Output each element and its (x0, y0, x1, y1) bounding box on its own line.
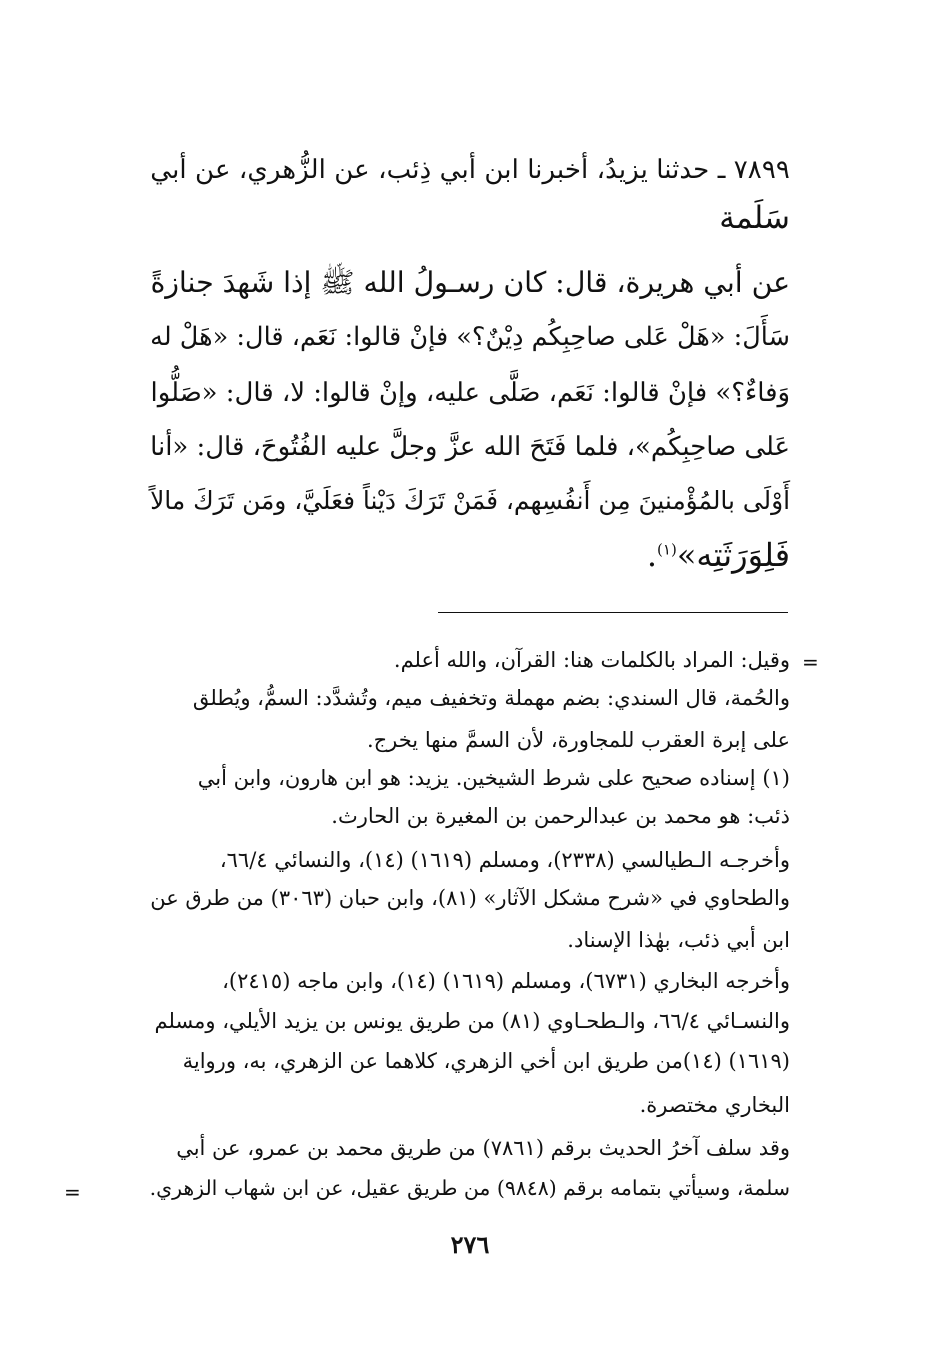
footnote-line-1: وقيل: المراد بالكلمات هنا: القرآن، والله أعلم. (393, 648, 790, 672)
footnote-line-2: والحُمة، قال السندي: بضم مهملة وتخفيف ميم، وتُشدَّد: السمُّ، ويُطلق (192, 686, 790, 710)
page-number: ٢٧٦ (450, 1230, 490, 1259)
hadith-body-line-5: أَوْلَى بالمُؤْمنينَ مِن أَنفُسِهم، فَمَنْ تَرَكَ دَيْناً فعَلَيَّ، ومَن تَرَكَ مالاً (150, 486, 790, 515)
footnote-reference: (١) (657, 540, 677, 559)
hadith-isnad-line-2: سَلَمة (719, 200, 790, 236)
footnote-line-9: وأخرجه البخاري (٦٧٣١)، ومسلم (١٦١٩) (١٤)، وابن ماجه (٢٤١٥)، (222, 969, 790, 993)
footnote-separator (438, 612, 788, 613)
footnote-line-5: ذئب: هو محمد بن عبدالرحمن بن المغيرة بن الحارث. (331, 804, 790, 828)
footnote-line-12: البخاري مختصرة. (639, 1093, 790, 1117)
footnote-line-8: ابن أبي ذئب، بهٰذا الإسناد. (567, 928, 790, 952)
sentence-period: . (646, 536, 658, 574)
footnote-line-11: (١٦١٩) (١٤)من طريق ابن أخي الزهري، كلاهما عن الزهري، به، ورواية (182, 1049, 790, 1073)
hadith-body-line-6 (647, 534, 790, 576)
hadith-body-line-2: سَأَلَ: «هَلْ عَلى صاحِبِكُم دِيْنٌ؟» فإنْ قالوا: نَعَم، قال: «هَلْ له (150, 322, 790, 352)
footnote-line-3: على إبرة العقرب للمجاورة، لأن السمَّ منها يخرج. (366, 728, 790, 752)
hadith-body-line-4: عَلى صاحِبِكُم»، فلما فَتَحَ الله عزَّ وجلَّ عليه الفُتُوحَ، قال: «أنا (150, 432, 790, 462)
footnote-line-7: والطحاوي في «شرح مشكل الآثار» (٨١)، وابن حبان (٣٠٦٣) من طرق عن (150, 886, 790, 910)
footnote-line-14: سلمة، وسيأتي بتمامه برقم (٩٨٤٨) من طريق عقيل، عن ابن شهاب الزهري. (149, 1176, 790, 1200)
footnote-line-13: وقد سلف آخرُ الحديث برقم (٧٨٦١) من طريق محمد بن عمرو، عن أبي (176, 1136, 790, 1160)
hadith-body-last-text: فَلِوَرَثَتِه» (676, 536, 790, 574)
continuation-mark-end: = (64, 1180, 81, 1204)
hadith-body-line-3: وَفاءٌ؟» فإنْ قالوا: نَعَم، صَلَّى عليه، وإنْ قالوا: لا، قال: «صَلُّوا (150, 378, 790, 408)
hadith-isnad-line-1: ٧٨٩٩ ـ حدثنا يزيدُ، أخبرنا ابن أبي ذِئب، عن الزُّهري، عن أبي (150, 155, 790, 185)
footnote-line-4: (١) إسناده صحيح على شرط الشيخين. يزيد: هو ابن هارون، وابن أبي (197, 766, 790, 790)
hadith-body-line-1: عن أبي هريرة، قال: كان رسـولُ الله ﷺ إذا شَهدَ جنازةً (150, 266, 790, 299)
footnote-line-10: والنسـائي ٦٦/٤، والـطحـاوي (٨١) من طريق يونس بن يزيد الأيلي، ومسلم (154, 1009, 790, 1033)
footnote-line-6: وأخرجـه الـطيالسي (٢٣٣٨)، ومسلم (١٦١٩) (١٤)، والنسائي ٦٦/٤، (219, 848, 790, 872)
continuation-mark-start: = (802, 650, 819, 674)
